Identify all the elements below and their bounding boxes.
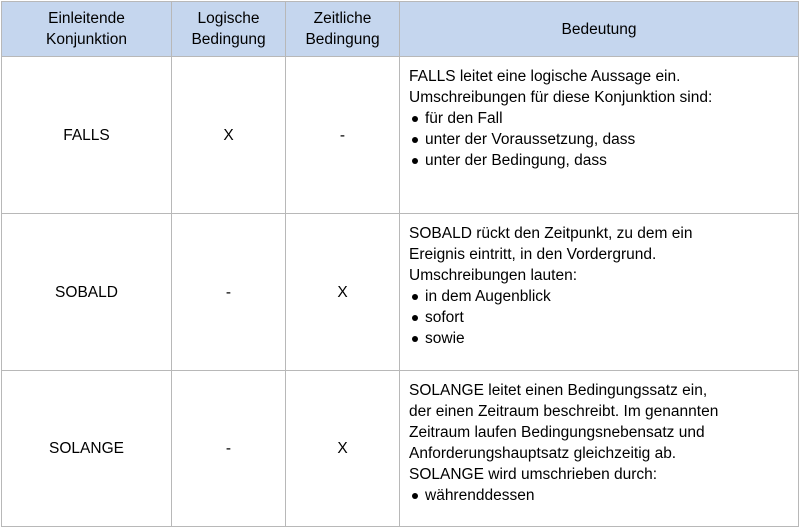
list-item: unter der Bedingung, dass xyxy=(409,150,790,171)
meaning-line: SOLANGE leitet einen Bedingungssatz ein, xyxy=(409,382,708,399)
header-temporal-line-1: Zeitliche xyxy=(313,10,372,27)
bullet-list xyxy=(409,286,790,349)
list-item: in dem Augenblick xyxy=(409,286,790,307)
header-conjunction xyxy=(2,2,172,57)
conjunction-cell: SOBALD xyxy=(2,214,172,371)
meaning-line: Ereignis eintritt, in den Vordergrund. xyxy=(409,246,657,263)
conjunction-cell: SOLANGE xyxy=(2,371,172,527)
meaning-cell xyxy=(400,57,799,214)
header-logical-line-2: Bedingung xyxy=(191,31,266,48)
meaning-cell xyxy=(400,371,799,527)
header-conjunction-line-1: Einleitende xyxy=(48,10,125,27)
temporal-condition-cell: X xyxy=(286,214,400,371)
conjunction-cell: FALLS xyxy=(2,57,172,214)
temporal-condition-cell: X xyxy=(286,371,400,527)
table-row xyxy=(2,57,799,214)
conjunction-table xyxy=(1,1,799,527)
meaning-line: Anforderungshauptsatz gleichzeitig ab. xyxy=(409,445,677,462)
header-temporal-condition xyxy=(286,2,400,57)
list-item: währenddessen xyxy=(409,485,790,506)
list-item: sowie xyxy=(409,328,790,349)
meaning-line: der einen Zeitraum beschreibt. Im genannten xyxy=(409,403,719,420)
temporal-condition-cell: - xyxy=(286,57,400,214)
meaning-line: SOLANGE wird umschrieben durch: xyxy=(409,466,658,483)
meaning-line: Umschreibungen für diese Konjunktion sind: xyxy=(409,89,713,106)
list-item: sofort xyxy=(409,307,790,328)
meaning-line: FALLS leitet eine logische Aussage ein. xyxy=(409,68,681,85)
meaning-line: Zeitraum laufen Bedingungsnebensatz und xyxy=(409,424,705,441)
list-item: für den Fall xyxy=(409,108,790,129)
header-conjunction-line-2: Konjunktion xyxy=(45,31,127,48)
logical-condition-cell: - xyxy=(172,371,286,527)
bullet-list xyxy=(409,485,790,506)
logical-condition-cell: - xyxy=(172,214,286,371)
bullet-list xyxy=(409,108,790,171)
table-row xyxy=(2,371,799,527)
header-row xyxy=(2,2,799,57)
header-temporal-line-2: Bedingung xyxy=(305,31,380,48)
table-row xyxy=(2,214,799,371)
meaning-line: SOBALD rückt den Zeitpunkt, zu dem ein xyxy=(409,225,693,242)
header-logical-line-1: Logische xyxy=(197,10,260,27)
table-header xyxy=(2,2,799,57)
list-item: unter der Voraussetzung, dass xyxy=(409,129,790,150)
meaning-line: Umschreibungen lauten: xyxy=(409,267,578,284)
header-meaning: Bedeutung xyxy=(400,2,799,57)
meaning-cell xyxy=(400,214,799,371)
header-logical-condition xyxy=(172,2,286,57)
logical-condition-cell: X xyxy=(172,57,286,214)
